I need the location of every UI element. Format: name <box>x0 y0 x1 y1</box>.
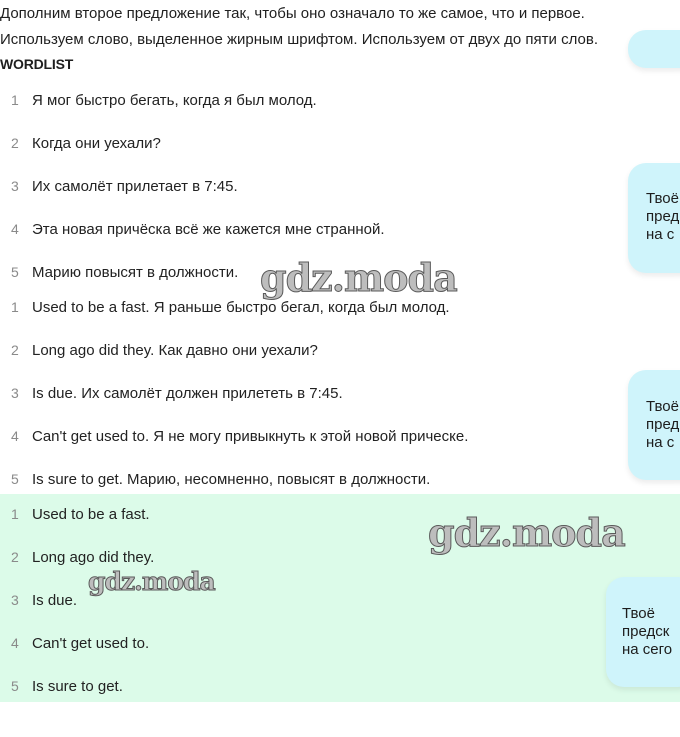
item-number: 4 <box>11 221 19 237</box>
list-item <box>0 426 680 446</box>
item-number: 1 <box>11 299 19 315</box>
item-number: 4 <box>11 428 19 444</box>
item-number: 5 <box>11 678 19 694</box>
item-text: Эта новая причёска всё же кажется мне странной. <box>32 220 385 238</box>
list-item <box>0 297 680 317</box>
item-text: Is due. <box>32 591 78 609</box>
list-item <box>0 676 680 696</box>
list-item <box>0 133 680 153</box>
item-number: 4 <box>11 635 19 651</box>
chat-bubble-top-partial[interactable] <box>628 30 680 68</box>
item-text: Is due. Их самолёт должен прилететь в 7:45. <box>32 384 343 402</box>
item-number: 5 <box>11 264 19 280</box>
bubble-text-line-3: на с <box>646 434 675 451</box>
wordlist-heading: WORDLIST <box>0 56 74 72</box>
item-number: 2 <box>11 135 19 151</box>
bubble-text-line-1: Твоё <box>646 398 679 415</box>
item-number: 3 <box>11 592 19 608</box>
item-number: 3 <box>11 178 19 194</box>
bubble-text-line-1: Твоё <box>646 190 679 207</box>
item-number: 2 <box>11 342 19 358</box>
item-text: Used to be a fast. <box>32 505 150 523</box>
list-item <box>0 176 680 196</box>
item-text: Used to be a fast. Я раньше быстро бегал, когда был молод. <box>32 298 450 316</box>
bubble-text-line-2: пред <box>646 416 680 433</box>
bubble-text-line-3: на с <box>646 226 675 243</box>
list-item <box>0 90 680 110</box>
item-text: Long ago did they. <box>32 548 155 566</box>
item-text: Я мог быстро бегать, когда я был молод. <box>32 91 317 109</box>
instruction-line-1: Дополним второе предложение так, чтобы оно означало то же самое, что и первое. <box>0 5 585 22</box>
item-number: 5 <box>11 471 19 487</box>
watermark: gdz.moda <box>260 255 457 300</box>
list-item <box>0 340 680 360</box>
item-text: Can't get used to. <box>32 634 150 652</box>
instruction-line-2: Используем слово, выделенное жирным шрифтом. Используем от двух до пяти слов. <box>0 31 598 48</box>
item-text: Когда они уехали? <box>32 134 161 152</box>
chat-bubble-2[interactable] <box>628 370 680 480</box>
list-item <box>0 383 680 403</box>
bubble-text-line-2: предск <box>622 623 670 640</box>
bubble-text-line-3: на сего <box>622 641 673 658</box>
watermark: gdz.moda <box>428 510 625 555</box>
item-text: Long ago did they. Как давно они уехали? <box>32 341 318 359</box>
item-text: Is sure to get. <box>32 677 123 695</box>
item-number: 1 <box>11 506 19 522</box>
list-item <box>0 633 680 653</box>
list-item <box>0 469 680 489</box>
item-text: Марию повысят в должности. <box>32 263 239 281</box>
item-text: Is sure to get. Марию, несомненно, повысят в должности. <box>32 470 431 488</box>
item-text: Их самолёт прилетает в 7:45. <box>32 177 238 195</box>
bubble-text-line-1: Твоё <box>622 605 655 622</box>
item-text: Can't get used to. Я не могу привыкнуть к этой новой прическе. <box>32 427 469 445</box>
item-number: 3 <box>11 385 19 401</box>
chat-bubble-3[interactable] <box>606 577 680 687</box>
item-number: 2 <box>11 549 19 565</box>
list-item <box>0 219 680 239</box>
item-number: 1 <box>11 92 19 108</box>
watermark: gdz.moda <box>88 567 215 596</box>
bubble-text-line-2: пред <box>646 208 680 225</box>
chat-bubble-1[interactable] <box>628 163 680 273</box>
